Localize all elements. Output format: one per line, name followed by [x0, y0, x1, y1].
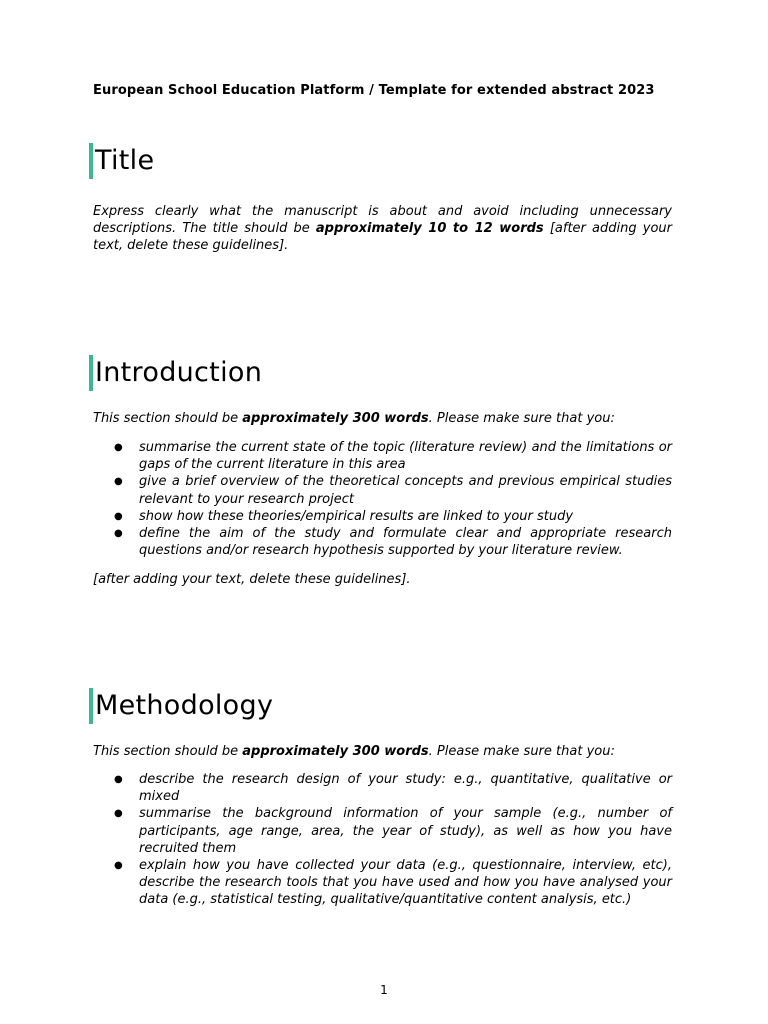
list-item — [93, 508, 672, 525]
title-heading: Title — [89, 143, 154, 179]
bullet-dot-icon: ● — [114, 510, 123, 522]
list-item — [93, 473, 672, 507]
bullet-dot-icon: ● — [114, 860, 123, 872]
list-item — [93, 857, 672, 909]
title-word-count: approximately 10 to 12 words — [315, 221, 544, 237]
methodology-lead-post: . Please make sure that you: — [428, 744, 615, 759]
introduction-word-count: approximately 300 words — [242, 411, 429, 426]
title-guidelines-text: Express clearly what the manuscript is about and avoid including unnecessary descriptions. The title should be — [93, 204, 672, 237]
methodology-list — [93, 771, 672, 909]
list-item-text: give a brief overview of the theoretical concepts and previous empirical studies relevant to your research project — [139, 474, 672, 507]
list-item-text: define the aim of the study and formulate clear and appropriate research questions and/or research hypothesis supported by your literature review. — [139, 526, 672, 559]
methodology-lead — [93, 743, 672, 760]
list-item-text: describe the research design of your study: e.g., quantitative, qualitative or mixed — [139, 772, 672, 805]
document-header: European School Education Platform / Template for extended abstract 2023 — [93, 83, 655, 98]
list-item — [93, 525, 672, 559]
list-item-text: summarise the background information of your sample (e.g., number of participants, age range, area, the year of study), as well as how you have recruited them — [139, 806, 672, 856]
bullet-dot-icon: ● — [114, 774, 123, 785]
bullet-dot-icon: ● — [114, 476, 123, 488]
list-item-text: show how these theories/empirical results are linked to your study — [139, 508, 574, 524]
introduction-lead-pre: This section should be — [93, 411, 243, 426]
bullet-dot-icon: ● — [114, 528, 123, 540]
methodology-word-count: approximately 300 words — [242, 744, 429, 759]
introduction-closing: [after adding your text, delete these guidelines]. — [93, 572, 411, 587]
bullet-dot-icon: ● — [114, 808, 123, 820]
introduction-list — [93, 439, 672, 559]
page-number: 1 — [380, 983, 388, 997]
introduction-heading: Introduction — [89, 355, 262, 391]
introduction-lead-post: . Please make sure that you: — [428, 411, 615, 426]
title-guidelines-end: [after adding your text, delete these guidelines]. — [93, 221, 672, 254]
introduction-lead — [93, 410, 672, 427]
methodology-heading: Methodology — [89, 688, 273, 724]
title-guidelines — [93, 203, 672, 255]
methodology-lead-pre: This section should be — [93, 744, 243, 759]
list-item — [93, 805, 672, 857]
bullet-dot-icon: ● — [114, 442, 123, 453]
list-item-text: summarise the current state of the topic (literature review) and the limitations or gaps of the current literature in this area — [139, 440, 672, 473]
list-item — [93, 771, 672, 805]
list-item — [93, 439, 672, 473]
list-item-text: explain how you have collected your data (e.g., questionnaire, interview, etc), describe the research tools that you have used and how you have analysed your data (e.g., statistical testing, qualitative/quantitative content analysis, etc.) — [139, 858, 672, 908]
